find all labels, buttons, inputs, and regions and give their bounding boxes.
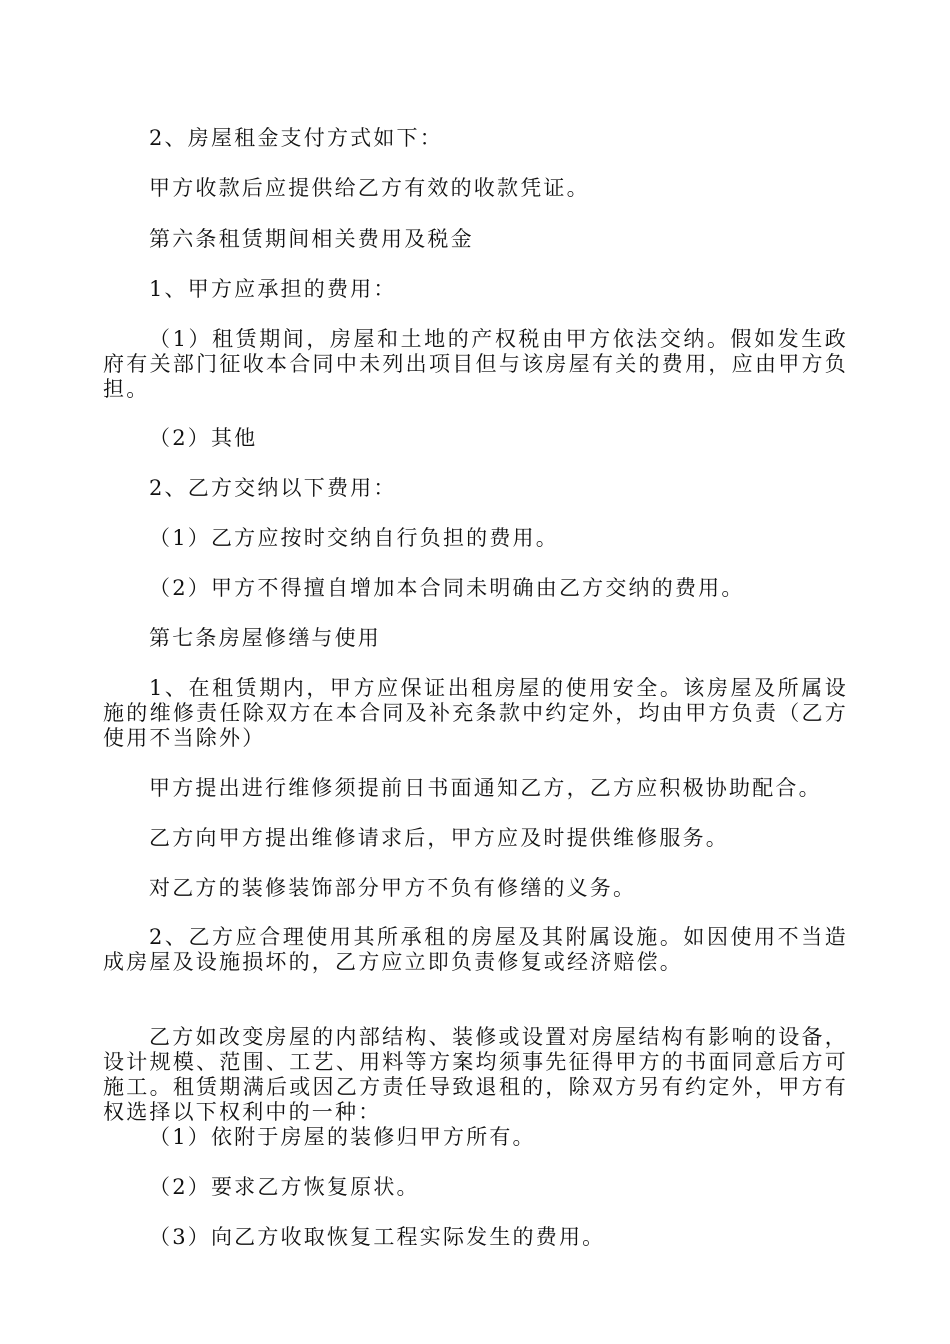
paragraph-repair-responsibility: 1、在租赁期内，甲方应保证出租房屋的使用安全。该房屋及所属设施的维修责任除双方在本合同及补充条款中约定外，均由甲方负责（乙方使用不当除外） [103,676,848,750]
paragraph-party-a-fees: 1、甲方应承担的费用： [149,277,397,301]
paragraph-alterations: 乙方如改变房屋的内部结构、装修或设置对房屋结构有影响的设备，设计规模、范围、工艺、用料等方案均须事先征得甲方的书面同意后方可施工。租赁期满后或因乙方责任导致退租的，除双方另有约定外，甲方有权选择以下权利中的一种： [103,1025,848,1124]
paragraph-repair-service: 乙方向甲方提出维修请求后，甲方应及时提供维修服务。 [149,826,729,850]
paragraph-other: （2）其他 [149,426,258,450]
list-item-option-2: （2）要求乙方恢复原状。 [149,1175,420,1199]
paragraph-pay-on-time: （1）乙方应按时交纳自行负担的费用。 [149,526,559,550]
paragraph-proper-use: 2、乙方应合理使用其所承租的房屋及其附属设施。如因使用不当造成房屋及设施损坏的，乙方应立即负责修复或经济赔偿。 [103,925,848,974]
paragraph-receipt: 甲方收款后应提供给乙方有效的收款凭证。 [149,176,590,200]
list-item-option-3: （3）向乙方收取恢复工程实际发生的费用。 [149,1225,606,1249]
paragraph-property-tax: （1）租赁期间，房屋和土地的产权税由甲方依法交纳。假如发生政府有关部门征收本合同中未列出项目但与该房屋有关的费用，应由甲方负担。 [103,327,848,401]
paragraph-decoration: 对乙方的装修装饰部分甲方不负有修缮的义务。 [149,876,637,900]
paragraph-repair-notice: 甲方提出进行维修须提前日书面通知乙方，乙方应积极协助配合。 [149,776,822,800]
paragraph-party-b-fees: 2、乙方交纳以下费用： [149,476,397,500]
heading-article-seven: 第七条房屋修缮与使用 [149,626,381,650]
paragraph-rent-payment: 2、房屋租金支付方式如下： [149,126,443,150]
paragraph-no-extra-fees: （2）甲方不得擅自增加本合同未明确由乙方交纳的费用。 [149,576,745,600]
list-item-option-1: （1）依附于房屋的装修归甲方所有。 [149,1125,536,1149]
heading-article-six: 第六条租赁期间相关费用及税金 [149,227,474,251]
